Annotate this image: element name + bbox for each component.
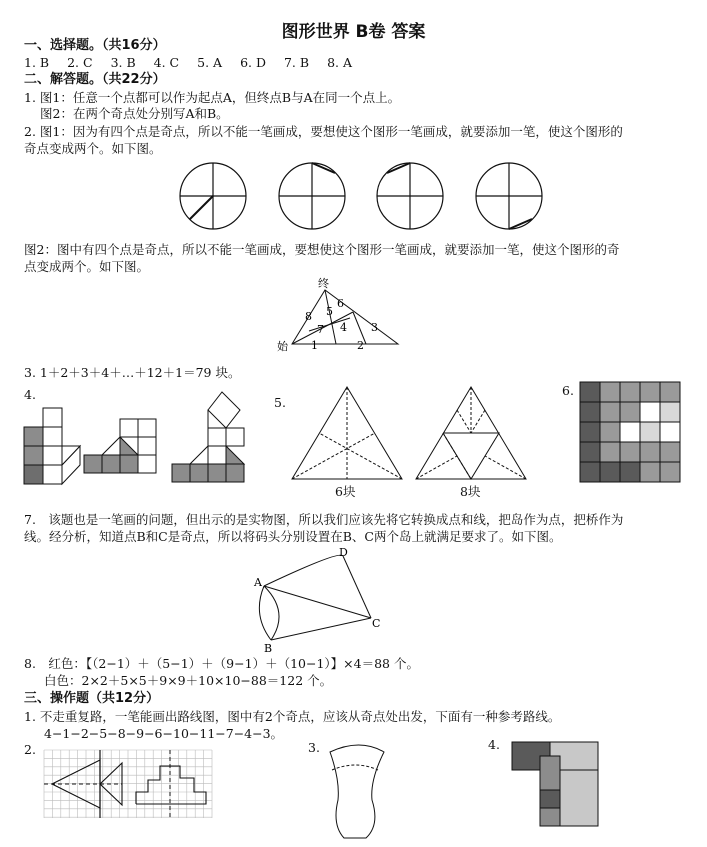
section3-heading: 三、操作题（共12分） [24, 691, 160, 706]
point-label-d: D [339, 546, 348, 559]
choice-answer: 3. B [110, 55, 136, 70]
op-q1-line1: 1. 不走重复路，一笔能画出路线图，图中有2个奇点，应该从奇点处出发，下面有一种参考路线。 [24, 709, 561, 724]
point-label-c: C [372, 617, 381, 630]
q7-line2: 线。经分析，知道点B和C是奇点，所以将码头分别设置在B、C两个岛上就满足要求了。如下图。 [24, 529, 562, 544]
choice-answer: 4. C [153, 55, 180, 70]
q5-label: 5. [274, 395, 286, 410]
q3-answer: 3. 1＋2＋3＋4＋…＋12＋1＝79 块。 [24, 365, 241, 380]
choice-answer: 2. C [67, 55, 93, 70]
section1-heading: 一、选择题。（共16分） [24, 38, 166, 53]
tri-label-7: 7 [317, 323, 324, 336]
point-label-b: B [264, 642, 273, 655]
q5-caption-2: 8块 [460, 484, 481, 499]
q4-label: 4. [24, 387, 36, 402]
q1-line1: 1. 图1：任意一个点都可以作为起点A，但终点B与A在同一个点上。 [24, 90, 401, 105]
op-q4-label: 4. [488, 737, 500, 752]
op-q3-label: 3. [308, 740, 320, 755]
vase-figure [330, 745, 384, 838]
choice-answer: 5. A [197, 55, 223, 70]
choice-answer: 7. B [283, 55, 310, 70]
tri-label-4: 4 [340, 321, 347, 334]
tri-label-2: 2 [357, 339, 364, 352]
q1-line2: 图2：在两个奇点处分别写A和B。 [40, 106, 229, 121]
q2b-line1: 图2：图中有四个点是奇点，所以不能一笔画成，要想使这个图形一笔画成，就要添加一笔，使这个图形的奇 [24, 242, 620, 257]
page-title: 图形世界 B卷 答案 [281, 22, 426, 42]
q2-line2: 奇点变成两个。如下图。 [24, 141, 162, 156]
tri-label-6: 6 [337, 297, 344, 310]
q6-label: 6. [562, 383, 574, 398]
point-label-a: A [254, 576, 262, 589]
tri-label-start: 始 [277, 340, 288, 353]
q8-line2: 白色：2×2＋5×5＋9×9＋10×10−88＝122 个。 [44, 673, 333, 688]
section2-heading: 二、解答题。（共22分） [24, 72, 166, 87]
choice-answer: 1. B [24, 55, 50, 70]
op-q2-label: 2. [24, 742, 36, 757]
tri-label-8: 8 [305, 310, 312, 323]
op-q1-line2: 4−1−2−5−8−9−6−10−11−7−4−3。 [44, 726, 284, 741]
q5-caption-1: 6块 [335, 484, 356, 499]
choice-answer: 8. A [327, 55, 353, 70]
choice-answer: 6. D [240, 55, 266, 70]
q8-line1: 8. 红色：【（2−1）＋（5−1）＋（9−1）＋（10−1）】×4＝88 个。 [24, 656, 419, 671]
tri-label-3: 3 [371, 321, 378, 334]
symmetry-grid [44, 750, 212, 818]
q2-line1: 2. 图1：因为有四个点是奇点，所以不能一笔画成，要想使这个图形一笔画成，就要添加一笔，使这个图形的 [24, 124, 623, 139]
tri-label-end: 终 [318, 277, 329, 290]
tri-label-5: 5 [326, 305, 333, 318]
tangram-figure [512, 742, 598, 826]
q7-line1: 7. 该题也是一笔画的问题，但出示的是实物图，所以我们应该先将它转换成点和线，把岛作为点，把桥作为 [24, 512, 624, 527]
q2b-line2: 点变成两个。如下图。 [24, 259, 150, 274]
tri-label-1: 1 [311, 339, 318, 352]
